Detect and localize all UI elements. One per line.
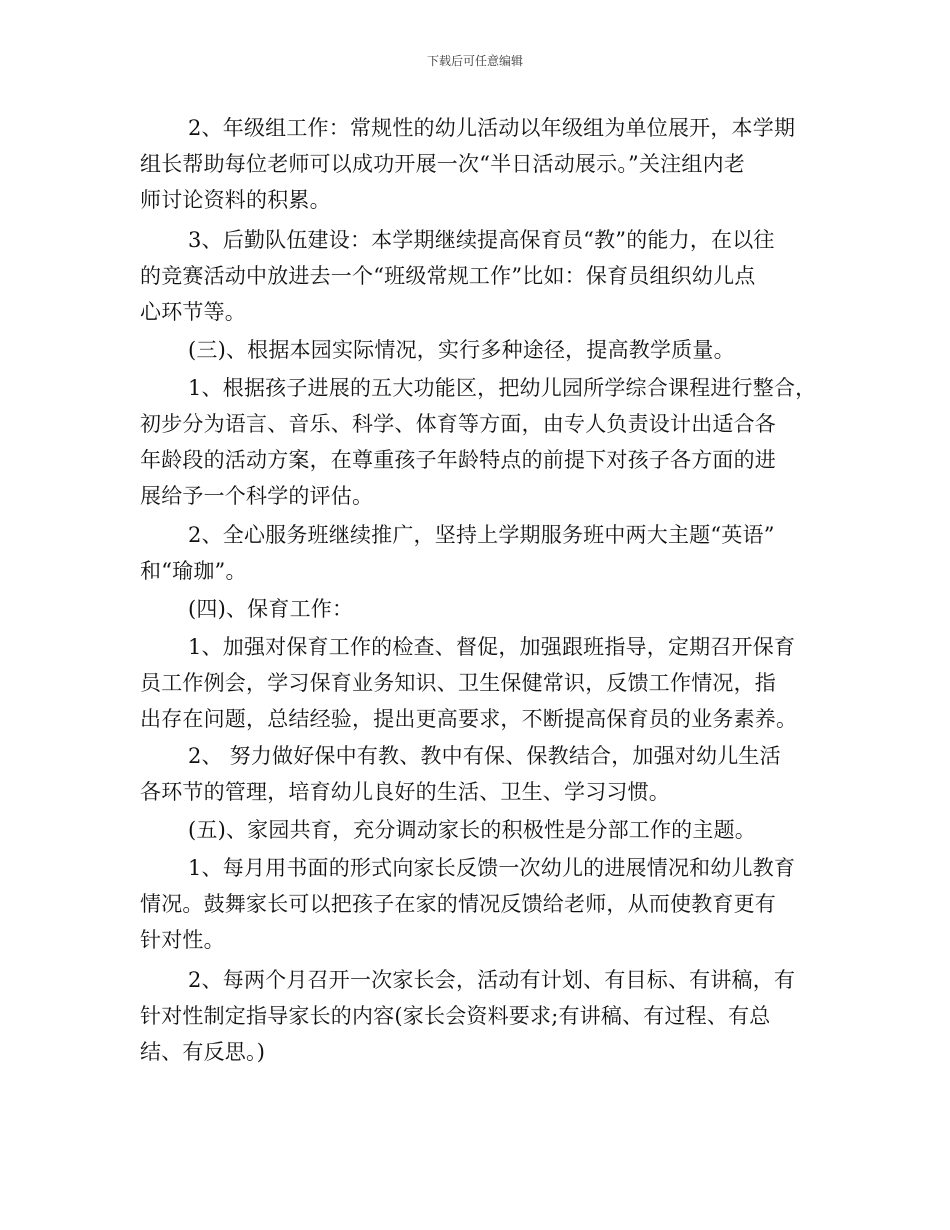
text-line: 组长帮助每位老师可以成功开展一次“半日活动展示。”关注组内老 [140, 152, 745, 176]
text-line: 员工作例会，学习保育业务知识、卫生保健常识，反馈工作情况，指 [140, 671, 776, 695]
text-line: 展给予一个科学的评估。 [140, 484, 374, 508]
text-line: 情况。鼓舞家长可以把孩子在家的情况反馈给老师，从而使教育更有 [140, 892, 776, 916]
text-line: 初步分为语言、音乐、科学、体育等方面，由专人负责设计出适合各 [140, 412, 776, 436]
text-line: 针对性。 [140, 928, 225, 952]
text-line: 各环节的管理，培育幼儿良好的生活、卫生、学习习惯。 [140, 780, 670, 804]
text-line: 结、有反思。) [140, 1040, 266, 1064]
text-line: (四)、保育工作： [188, 597, 354, 621]
text-line: 3、后勤队伍建设：本学期继续提高保育员“教”的能力，在以往 [188, 228, 775, 252]
text-line: 出存在问题，总结经验，提出更高要求，不断提高保育员的业务素养。 [140, 707, 798, 731]
text-line: 1、根据孩子进展的五大功能区，把幼儿园所学综合课程进行整合， [188, 376, 817, 400]
text-line: (五)、家园共育，充分调动家长的积极性是分部工作的主题。 [188, 818, 756, 842]
text-line: 和“瑜珈”。 [140, 559, 247, 583]
text-line: 的竞赛活动中放进去一个“班级常规工作”比如：保育员组织幼儿点 [140, 264, 756, 288]
text-line: 2、全心服务班继续推广，坚持上学期服务班中两大主题“英语” [188, 523, 775, 547]
text-line: 1、加强对保育工作的检查、督促，加强跟班指导，定期召开保育 [188, 635, 796, 659]
text-line: 针对性制定指导家长的内容(家长会资料要求;有讲稿、有过程、有总 [140, 1004, 771, 1028]
text-line: 师讨论资料的积累。 [140, 188, 331, 212]
text-line: 2、 努力做好保中有教、教中有保、保教结合，加强对幼儿生活 [188, 744, 781, 768]
text-line: 2、年级组工作：常规性的幼儿活动以年级组为单位展开，本学期 [188, 116, 796, 140]
text-line: (三)、根据本园实际情况，实行多种途径，提高教学质量。 [188, 338, 735, 362]
text-line: 年龄段的活动方案，在尊重孩子年龄特点的前提下对孩子各方面的进 [140, 448, 776, 472]
page-header: 下载后可任意编辑 [426, 54, 523, 68]
text-line: 2、每两个月召开一次家长会，活动有计划、有目标、有讲稿，有 [188, 968, 796, 992]
text-line: 1、每月用书面的形式向家长反馈一次幼儿的进展情况和幼儿教育 [188, 856, 796, 880]
text-line: 心环节等。 [140, 300, 246, 324]
